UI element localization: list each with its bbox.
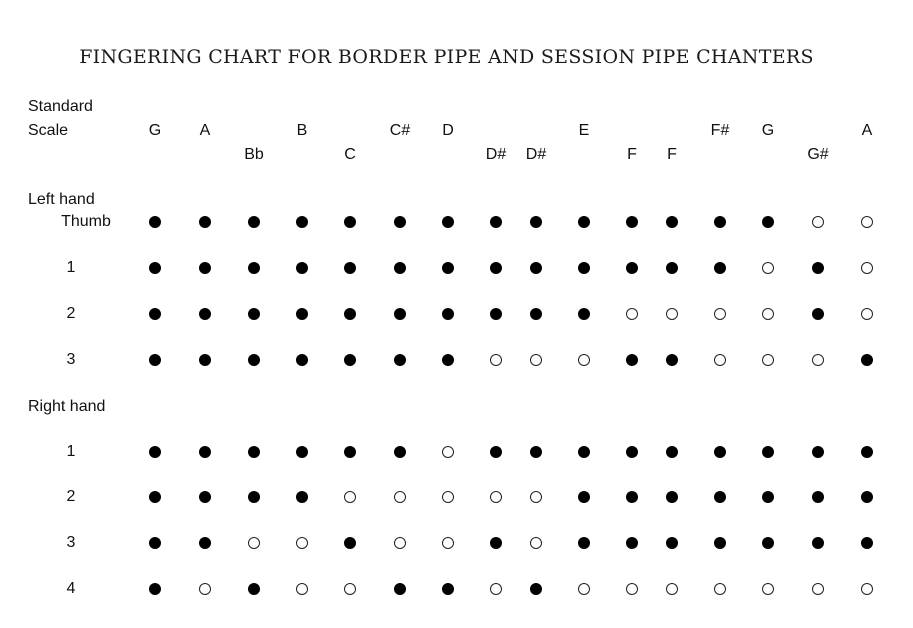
closed-hole-icon [812,537,824,549]
closed-hole-icon [762,491,774,503]
open-hole-icon [762,262,774,274]
note-label: C# [389,122,411,139]
closed-hole-icon [626,537,638,549]
closed-hole-icon [442,216,454,228]
closed-hole-icon [248,491,260,503]
closed-hole-icon [394,308,406,320]
closed-hole-icon [248,308,260,320]
open-hole-icon [714,583,726,595]
left-hand-row-label: 2 [66,305,76,322]
note-label: Bb [244,146,264,163]
open-hole-icon [714,308,726,320]
note-label: B [296,122,308,139]
closed-hole-icon [714,537,726,549]
closed-hole-icon [530,262,542,274]
closed-hole-icon [714,446,726,458]
note-label: D# [525,146,547,163]
open-hole-icon [666,308,678,320]
closed-hole-icon [149,537,161,549]
right-hand-label: Right hand [28,398,106,415]
closed-hole-icon [248,446,260,458]
closed-hole-icon [149,262,161,274]
right-hand-row-label: 1 [66,443,76,460]
right-hand-row-label: 4 [66,580,76,597]
closed-hole-icon [199,262,211,274]
closed-hole-icon [344,262,356,274]
closed-hole-icon [626,216,638,228]
left-hand-row-label: 3 [66,351,76,368]
open-hole-icon [490,583,502,595]
open-hole-icon [578,354,590,366]
closed-hole-icon [861,354,873,366]
closed-hole-icon [490,262,502,274]
open-hole-icon [626,583,638,595]
open-hole-icon [490,354,502,366]
open-hole-icon [442,446,454,458]
closed-hole-icon [394,216,406,228]
open-hole-icon [530,491,542,503]
closed-hole-icon [149,446,161,458]
open-hole-icon [530,354,542,366]
closed-hole-icon [394,583,406,595]
closed-hole-icon [248,354,260,366]
closed-hole-icon [344,446,356,458]
open-hole-icon [861,262,873,274]
open-hole-icon [861,583,873,595]
open-hole-icon [626,308,638,320]
closed-hole-icon [626,491,638,503]
closed-hole-icon [199,354,211,366]
standard-label: Standard [28,98,93,115]
closed-hole-icon [530,446,542,458]
scale-label: Scale [28,122,69,139]
closed-hole-icon [490,446,502,458]
closed-hole-icon [626,446,638,458]
note-label: G [148,122,162,139]
closed-hole-icon [394,354,406,366]
closed-hole-icon [762,537,774,549]
note-label: A [199,122,211,139]
open-hole-icon [762,308,774,320]
closed-hole-icon [442,354,454,366]
closed-hole-icon [812,262,824,274]
chart-title: FINGERING CHART FOR BORDER PIPE AND SESSION PIPE CHANTERS [79,46,814,68]
closed-hole-icon [149,216,161,228]
note-label: A [861,122,873,139]
open-hole-icon [714,354,726,366]
open-hole-icon [344,491,356,503]
open-hole-icon [344,583,356,595]
closed-hole-icon [530,216,542,228]
closed-hole-icon [248,262,260,274]
closed-hole-icon [530,308,542,320]
open-hole-icon [812,354,824,366]
open-hole-icon [296,537,308,549]
closed-hole-icon [812,491,824,503]
closed-hole-icon [666,491,678,503]
closed-hole-icon [578,262,590,274]
closed-hole-icon [666,216,678,228]
closed-hole-icon [442,308,454,320]
open-hole-icon [861,216,873,228]
closed-hole-icon [442,583,454,595]
closed-hole-icon [442,262,454,274]
closed-hole-icon [861,446,873,458]
right-hand-row-label: 2 [66,488,76,505]
note-label: G [761,122,775,139]
closed-hole-icon [199,491,211,503]
closed-hole-icon [199,308,211,320]
closed-hole-icon [762,446,774,458]
closed-hole-icon [666,354,678,366]
closed-hole-icon [861,491,873,503]
closed-hole-icon [149,491,161,503]
closed-hole-icon [714,216,726,228]
right-hand-row-label: 3 [66,534,76,551]
closed-hole-icon [762,216,774,228]
closed-hole-icon [149,583,161,595]
open-hole-icon [812,583,824,595]
closed-hole-icon [149,354,161,366]
closed-hole-icon [490,537,502,549]
open-hole-icon [578,583,590,595]
left-hand-row-label: Thumb [61,213,111,230]
closed-hole-icon [199,216,211,228]
closed-hole-icon [296,262,308,274]
note-label: F# [710,122,730,139]
note-label: F [667,146,677,163]
closed-hole-icon [344,216,356,228]
open-hole-icon [530,537,542,549]
open-hole-icon [861,308,873,320]
closed-hole-icon [578,537,590,549]
open-hole-icon [666,583,678,595]
left-hand-row-label: 1 [66,259,76,276]
note-label: C [344,146,356,163]
closed-hole-icon [812,308,824,320]
open-hole-icon [394,537,406,549]
closed-hole-icon [296,446,308,458]
left-hand-label: Left hand [28,191,95,208]
closed-hole-icon [248,583,260,595]
open-hole-icon [199,583,211,595]
closed-hole-icon [490,308,502,320]
closed-hole-icon [714,262,726,274]
closed-hole-icon [296,354,308,366]
open-hole-icon [812,216,824,228]
closed-hole-icon [394,446,406,458]
closed-hole-icon [812,446,824,458]
open-hole-icon [296,583,308,595]
closed-hole-icon [344,537,356,549]
open-hole-icon [762,583,774,595]
closed-hole-icon [199,446,211,458]
closed-hole-icon [578,491,590,503]
open-hole-icon [442,491,454,503]
note-label: D [442,122,454,139]
closed-hole-icon [248,216,260,228]
closed-hole-icon [296,216,308,228]
closed-hole-icon [490,216,502,228]
open-hole-icon [762,354,774,366]
closed-hole-icon [344,308,356,320]
closed-hole-icon [199,537,211,549]
closed-hole-icon [578,216,590,228]
closed-hole-icon [626,354,638,366]
note-label: F [627,146,637,163]
open-hole-icon [442,537,454,549]
closed-hole-icon [666,262,678,274]
closed-hole-icon [296,308,308,320]
closed-hole-icon [578,308,590,320]
note-label: D# [485,146,507,163]
closed-hole-icon [714,491,726,503]
closed-hole-icon [530,583,542,595]
open-hole-icon [394,491,406,503]
closed-hole-icon [344,354,356,366]
closed-hole-icon [626,262,638,274]
open-hole-icon [248,537,260,549]
closed-hole-icon [861,537,873,549]
closed-hole-icon [578,446,590,458]
closed-hole-icon [394,262,406,274]
closed-hole-icon [666,446,678,458]
note-label: E [578,122,590,139]
note-label: G# [807,146,829,163]
open-hole-icon [490,491,502,503]
closed-hole-icon [666,537,678,549]
closed-hole-icon [149,308,161,320]
closed-hole-icon [296,491,308,503]
